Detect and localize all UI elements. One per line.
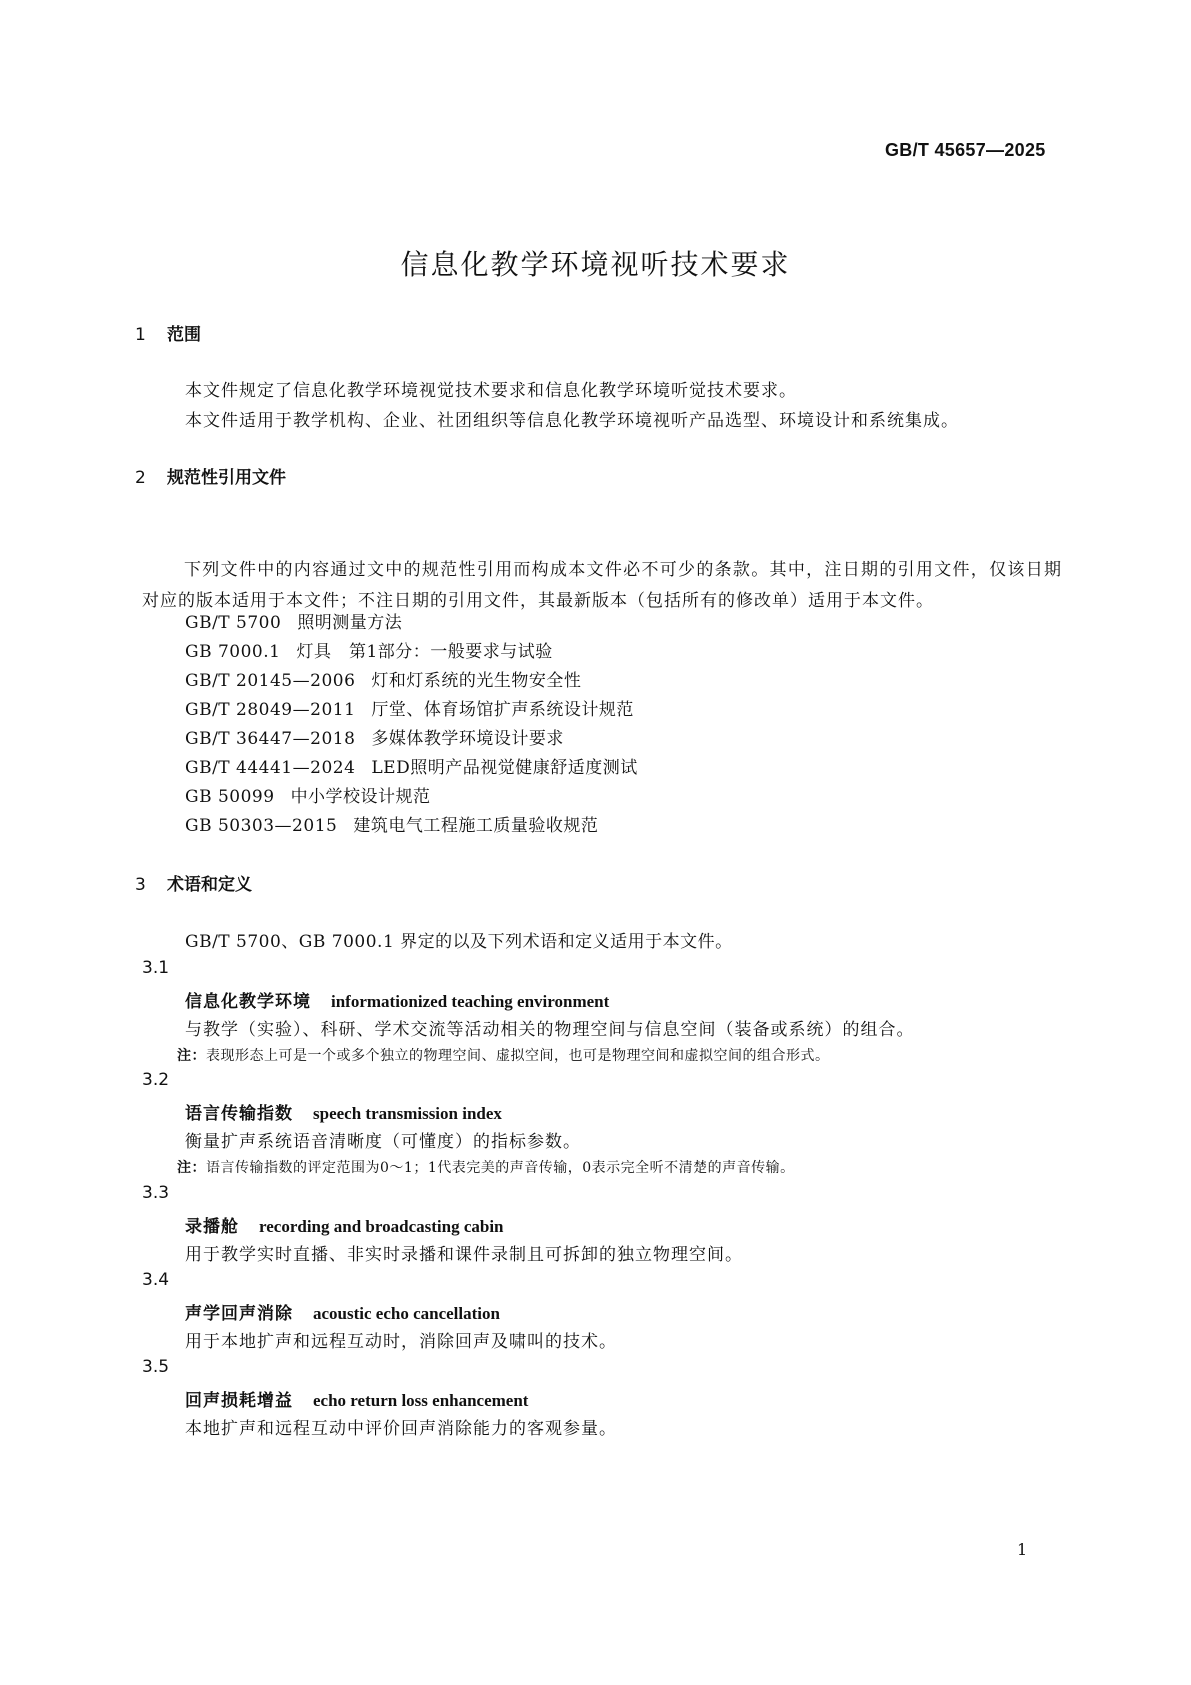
term-definition: 本地扩声和远程互动中评价回声消除能力的客观参量。 [185, 1419, 617, 1439]
note-label: 注： [177, 1048, 206, 1064]
term-number: 3.2 [142, 1070, 170, 1090]
term-zh: 信息化教学环境 [185, 992, 311, 1012]
reference-title: 灯具 第1部分：一般要求与试验 [296, 642, 553, 662]
section-number: 3 [135, 875, 146, 895]
term-name [185, 1099, 502, 1124]
note-text: 表现形态上可是一个或多个独立的物理空间、虚拟空间，也可是物理空间和虚拟空间的组合形式。 [206, 1048, 830, 1064]
reference-item [185, 724, 564, 749]
reference-item [185, 637, 553, 662]
term-en: speech transmission index [313, 1104, 502, 1123]
reference-item [185, 782, 431, 807]
page-number: 1 [1017, 1540, 1028, 1559]
term-zh: 录播舱 [185, 1217, 239, 1237]
term-en: echo return loss enhancement [313, 1391, 529, 1410]
reference-title: 多媒体教学环境设计要求 [371, 729, 564, 749]
reference-item [185, 695, 634, 720]
document-title: 信息化教学环境视听技术要求 [400, 248, 791, 281]
term-name [185, 1212, 504, 1237]
reference-code: GB/T 28049—2011 [185, 700, 356, 720]
note-text: 语言传输指数的评定范围为0～1；1代表完美的声音传输，0表示完全听不清楚的声音传输。 [206, 1160, 795, 1176]
reference-code: GB/T 5700 [185, 613, 282, 633]
terms-intro: GB/T 5700、GB 7000.1 界定的以及下列术语和定义适用于本文件。 [185, 932, 733, 952]
section-2-heading [135, 463, 286, 488]
section-number: 1 [135, 325, 146, 345]
reference-item [185, 666, 581, 691]
reference-title: 照明测量方法 [297, 613, 403, 633]
term-zh: 语言传输指数 [185, 1104, 293, 1124]
term-definition: 衡量扩声系统语音清晰度（可懂度）的指标参数。 [185, 1132, 581, 1152]
reference-title: 厅堂、体育场馆扩声系统设计规范 [371, 700, 634, 720]
term-note [177, 1157, 795, 1177]
section-number: 2 [135, 468, 146, 488]
reference-code: GB/T 36447—2018 [185, 729, 356, 749]
term-name [185, 987, 609, 1012]
section-3-heading [135, 870, 252, 895]
section-1-heading [135, 320, 201, 345]
section-title: 术语和定义 [167, 875, 252, 895]
term-number: 3.3 [142, 1183, 170, 1203]
term-note [177, 1045, 830, 1065]
standard-code: GB/T 45657—2025 [885, 140, 1046, 160]
normative-references-intro: 下列文件中的内容通过文中的规范性引用而构成本文件必不可少的条款。其中，注日期的引用文件，仅该日期对应的版本适用于本文件；不注日期的引用文件，其最新版本（包括所有的修改单）适用于本文件。 [142, 560, 1062, 611]
reference-code: GB 50303—2015 [185, 816, 338, 836]
paragraph: 本文件适用于教学机构、企业、社团组织等信息化教学环境视听产品选型、环境设计和系统集成。 [185, 411, 959, 431]
reference-code: GB/T 20145—2006 [185, 671, 356, 691]
reference-title: 中小学校设计规范 [290, 787, 431, 807]
section-title: 范围 [167, 325, 201, 345]
term-number: 3.1 [142, 958, 170, 978]
reference-code: GB/T 44441—2024 [185, 758, 356, 778]
reference-title: 建筑电气工程施工质量验收规范 [353, 816, 599, 836]
term-number: 3.4 [142, 1270, 170, 1290]
term-name [185, 1386, 528, 1411]
paragraph: 本文件规定了信息化教学环境视觉技术要求和信息化教学环境听觉技术要求。 [185, 381, 797, 401]
reference-title: 灯和灯系统的光生物安全性 [371, 671, 582, 691]
term-zh: 回声损耗增益 [185, 1391, 293, 1411]
term-definition: 与教学（实验）、科研、学术交流等活动相关的物理空间与信息空间（装备或系统）的组合。 [185, 1020, 915, 1040]
reference-title: LED照明产品视觉健康舒适度测试 [371, 758, 638, 778]
reference-item [185, 811, 598, 836]
note-label: 注： [177, 1160, 206, 1176]
reference-item [185, 753, 638, 778]
term-en: recording and broadcasting cabin [259, 1217, 504, 1236]
term-name [185, 1299, 500, 1324]
section-title: 规范性引用文件 [167, 468, 286, 488]
term-number: 3.5 [142, 1357, 170, 1377]
term-definition: 用于教学实时直播、非实时录播和课件录制且可拆卸的独立物理空间。 [185, 1245, 743, 1265]
term-en: informationized teaching environment [331, 992, 610, 1011]
term-en: acoustic echo cancellation [313, 1304, 500, 1323]
reference-code: GB 50099 [185, 787, 275, 807]
term-zh: 声学回声消除 [185, 1304, 293, 1324]
reference-item [185, 608, 402, 633]
term-definition: 用于本地扩声和远程互动时，消除回声及啸叫的技术。 [185, 1332, 617, 1352]
reference-code: GB 7000.1 [185, 642, 281, 662]
